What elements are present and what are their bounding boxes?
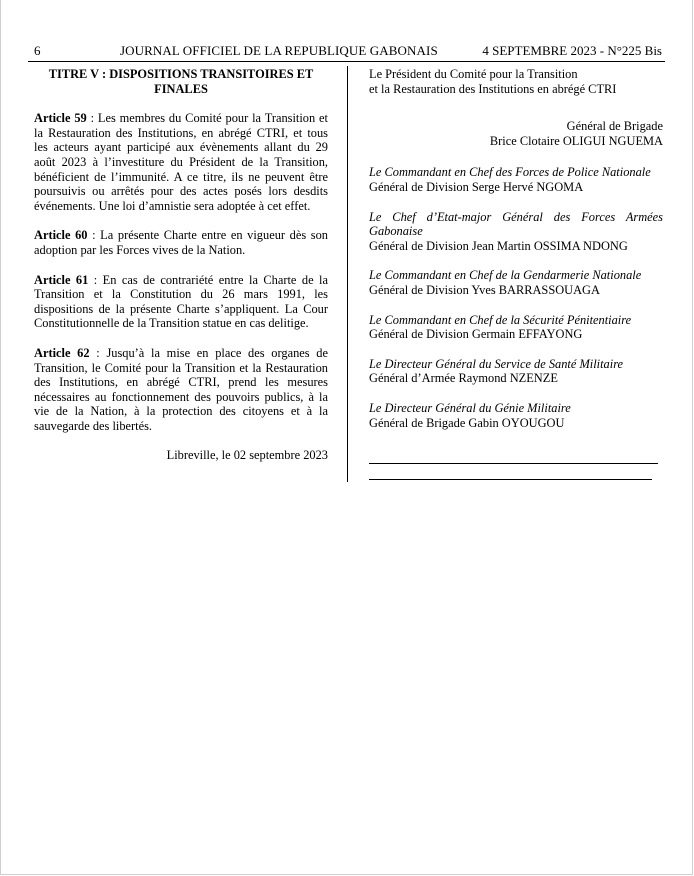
signatory-name: Général d’Armée Raymond NZENZE	[369, 371, 558, 386]
left-column	[34, 67, 328, 463]
header-rule	[28, 61, 665, 62]
article-text: : Jusqu’à la mise en place des organes de Transition, le Comité pour la Transition et la Restauration des Institutions, en abrégé CTRI, prend les mesures nécessaires au fonctionnement des pouvoirs publics, à la vie de la Nation, à la protection des citoyens et à la sauvegarde des libertés.	[34, 345, 329, 433]
section-title-line-2: FINALES	[154, 81, 208, 96]
signatory	[369, 357, 663, 386]
signatory-name: Général de Division Yves BARRASSOUAGA	[369, 282, 600, 297]
page-header	[34, 43, 662, 61]
journal-title: JOURNAL OFFICIEL DE LA REPUBLIQUE GABONAIS	[120, 43, 438, 58]
article-text: : La présente Charte entre en vigueur dès son adoption par les Forces vives de la Nation.	[34, 228, 328, 257]
signatory-role: Le Commandant en Chef de la Sécurité Pénitentiaire	[369, 312, 632, 327]
signatory-name: Général de Division Serge Hervé NGOMA	[369, 179, 584, 194]
signatory-role: Le Chef d’Etat-major Général des Forces Armées Gabonaise	[369, 209, 663, 239]
place-date: Libreville, le 02 septembre 2023	[166, 448, 328, 463]
right-column	[369, 67, 663, 445]
signatory-role: Le Directeur Général du Génie Militaire	[369, 400, 571, 415]
article-label: Article 61	[34, 272, 89, 287]
president-line-1: Le Président du Comité pour la Transition	[369, 67, 578, 81]
president-name: Brice Clotaire OLIGUI NGUEMA	[489, 133, 663, 148]
article-61	[34, 273, 328, 331]
issue-date: 4 SEPTEMBRE 2023 - N°225 Bis	[482, 43, 662, 58]
article-62	[34, 346, 328, 434]
page-number: 6	[34, 43, 41, 58]
signatory	[369, 268, 663, 297]
signatory-role: Le Commandant en Chef de la Gendarmerie Nationale	[369, 268, 642, 283]
signatory	[369, 210, 663, 254]
signatory	[369, 165, 663, 194]
closing-rule-2	[369, 479, 652, 480]
signatory-name: Général de Division Jean Martin OSSIMA NDONG	[369, 238, 628, 253]
closing-rule-1	[369, 463, 658, 464]
article-text: : En cas de contrariété entre la Charte de la Transition et la Constitution du 26 mars 1991, les dispositions de la présente Charte s’appliquent. La Cour Constitutionnelle de la Transition statue en cas delitige.	[34, 272, 328, 331]
signatory-name: Général de Brigade Gabin OYOUGOU	[369, 415, 565, 430]
article-label: Article 60	[34, 228, 88, 243]
president-heading	[369, 67, 663, 96]
article-59	[34, 111, 328, 213]
article-label: Article 62	[34, 345, 90, 360]
signatory	[369, 313, 663, 342]
signatory-role: Le Commandant en Chef des Forces de Police Nationale	[369, 165, 651, 180]
section-title	[34, 67, 328, 96]
president-rank: Général de Brigade	[566, 119, 663, 134]
signatory	[369, 401, 663, 430]
signatory-name: Général de Division Germain EFFAYONG	[369, 327, 583, 342]
section-title-line-1: TITRE V : DISPOSITIONS TRANSITOIRES ET	[48, 67, 314, 81]
article-text: : Les membres du Comité pour la Transition et la Restauration des Institutions, en abrégé CTRI, et tous les acteurs ayant participé aux évènements allant du 29 août 2023 à l’investiture du Président de la Transition, bénéficient de l’immunité. A ce titre, ils ne peuvent être poursuivis ou arrêtés pour des actes posés lors desdits événements. Une loi d’amnistie sera adoptée à cet effet.	[34, 111, 328, 213]
president-signature	[369, 119, 663, 148]
president-line-2: et la Restauration des Institutions en abrégé CTRI	[369, 81, 617, 96]
article-60	[34, 228, 328, 257]
signatory-role: Le Directeur Général du Service de Santé Militaire	[369, 356, 624, 371]
article-label: Article 59	[34, 111, 87, 126]
column-divider	[347, 66, 348, 482]
